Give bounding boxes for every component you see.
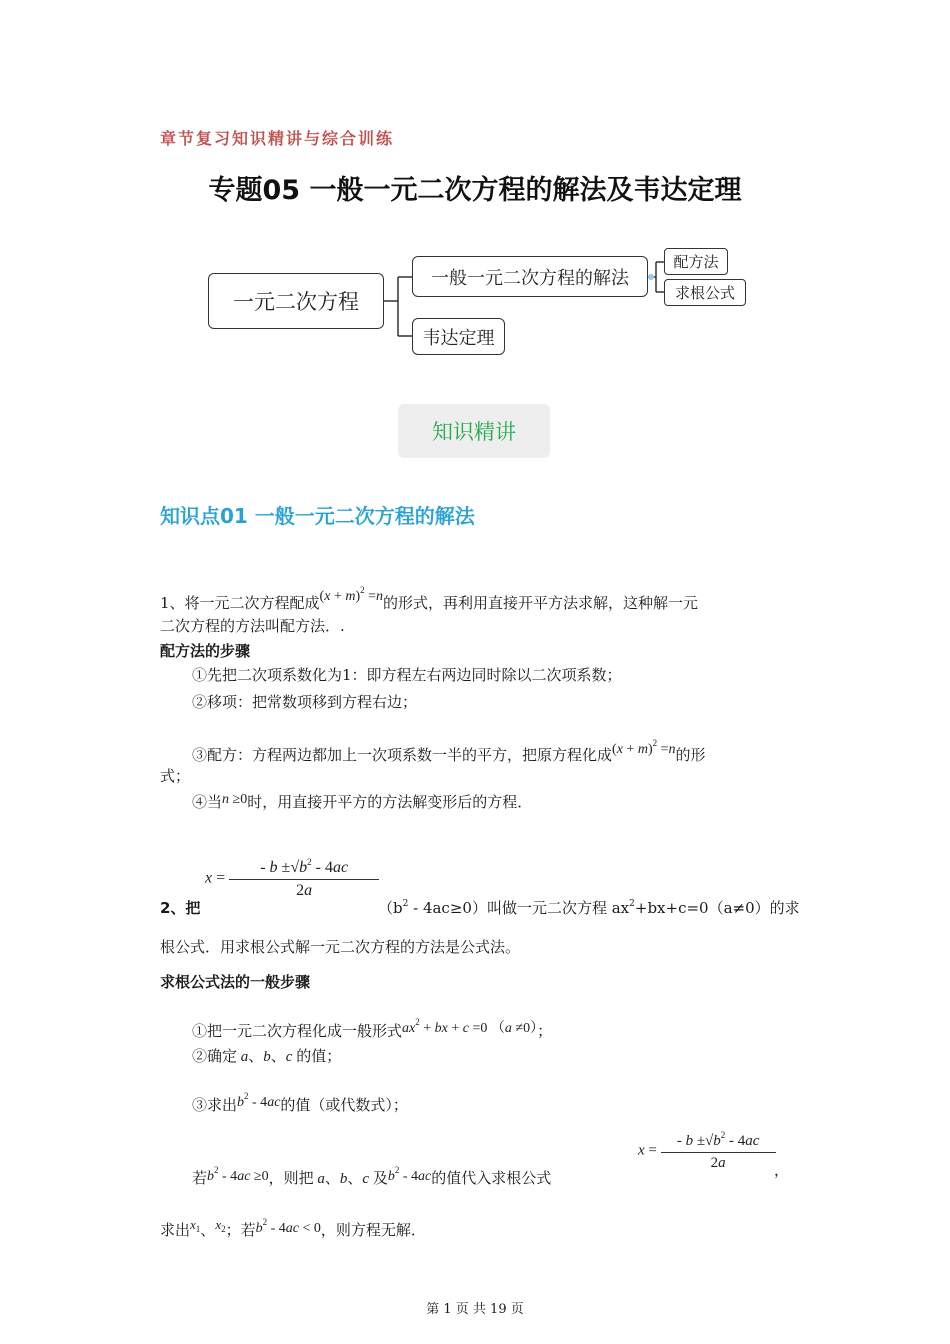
mindmap-leaf-completing-square: 配方法 bbox=[664, 248, 728, 275]
step-3: ③配方：方程两边都加上一次项系数一半的平方，把原方程化成$(x + m)^2 =n$的形 bbox=[192, 738, 706, 764]
formula-step-1: ①把一元二次方程化成一般形式$ax^2$ + bx + c =0 （a ≠0）； bbox=[192, 1017, 553, 1040]
paragraph-2-line-1: 2、把 $(b^2 - 4ac\ge 0)$叫做一元二次方程 $ax^2+bx+c=0(a\ne 0)$的求 bbox=[160, 899, 800, 917]
mindmap-root: 一元二次方程 bbox=[208, 273, 384, 329]
paragraph-1-line-2: 二次方程的方法叫配方法．. bbox=[160, 617, 345, 635]
paragraph-1-line-1: 1、将一元二次方程配成$(x + m)^2 =n$的形式，再利用直接开平方法求解，这种解一元 bbox=[160, 585, 699, 612]
mindmap-branch-vieta: 韦达定理 bbox=[412, 318, 505, 355]
mindmap-leaf-quadratic-formula: 求根公式 bbox=[664, 279, 746, 306]
step-1: ①先把二次项系数化为1：即方程左右两边同时除以二次项系数； bbox=[192, 666, 622, 684]
subtitle: 章节复习知识精讲与综合训练 bbox=[160, 129, 395, 148]
mindmap-branch-solutions: 一般一元二次方程的解法 bbox=[412, 256, 648, 297]
section-heading: 知识点01 一般一元二次方程的解法 bbox=[160, 504, 475, 528]
page-title: 专题05 一般一元二次方程的解法及韦达定理 bbox=[208, 175, 742, 206]
formula-step-3: ③求出$b^2 - 4ac$的值（或代数式）； bbox=[192, 1091, 408, 1114]
step-3-cont: 式； bbox=[160, 767, 191, 785]
quadratic-formula-2: x = $\frac{- b \pm√b^2 - 4ac}{2a}$ bbox=[638, 1130, 776, 1172]
step-2: ②移项：把常数项移到方程右边； bbox=[192, 693, 418, 711]
paragraph-2-line-2: 根公式．用求根公式解一元二次方程的方法是公式法。 bbox=[160, 938, 521, 956]
quadratic-formula-1: x = $\frac{- b \pm√b^2 - 4ac}{2a}$ bbox=[205, 857, 379, 900]
formula-step-4-comma: ， bbox=[774, 1161, 790, 1179]
formula-step-2: ②确定 a、b、c 的值； bbox=[192, 1047, 342, 1065]
steps-title: 配方法的步骤 bbox=[160, 642, 251, 660]
formula-step-4: 若$b^2 - 4ac \ge 0$，则把 a、b、c 及$b^2 - 4ac$的值代入求根公式 bbox=[192, 1165, 552, 1187]
step-4: ④当n ≥0时，用直接开平方的方法解变形后的方程． bbox=[192, 792, 533, 811]
knowledge-button[interactable]: 知识精讲 bbox=[398, 404, 550, 458]
page-footer: 第 1 页 共 19 页 bbox=[426, 1302, 524, 1317]
steps2-title: 求根公式法的一般步骤 bbox=[160, 973, 311, 991]
formula-step-5: 求出$x_1$、$x_2$；若$b^2 - 4ac < 0$，则方程无解． bbox=[160, 1217, 426, 1239]
